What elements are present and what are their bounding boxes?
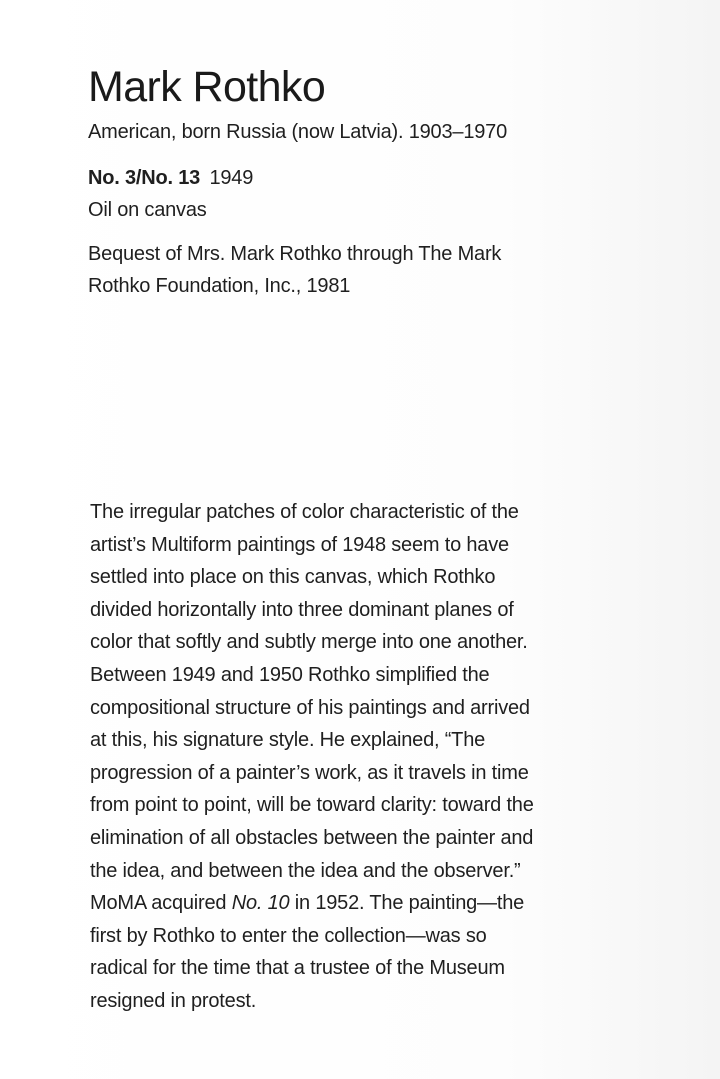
work-medium: Oil on canvas <box>88 199 207 221</box>
description-line: the idea, and between the idea and the observer.” <box>90 859 521 882</box>
work-year: 1949 <box>209 167 254 189</box>
artist-bio: American, born Russia (now Latvia). 1903–1970 <box>88 121 508 143</box>
description-line: artist’s Multiform paintings of 1948 seem to have <box>90 533 509 556</box>
description-line: at this, his signature style. He explained, “The <box>90 729 486 752</box>
credit-line-1: Bequest of Mrs. Mark Rothko through The Mark <box>88 243 502 265</box>
description-text <box>90 496 650 1018</box>
description-line: radical for the time that a trustee of the Museum <box>90 957 505 980</box>
description-line: The irregular patches of color characteristic of the <box>90 501 519 523</box>
description-line: elimination of all obstacles between the painter and <box>90 826 534 849</box>
description-line: first by Rothko to enter the collection—was so <box>90 924 487 947</box>
description-line: from point to point, will be toward clarity: toward the <box>90 794 534 817</box>
label-header <box>88 62 688 302</box>
work-title: No. 3/No. 13 <box>88 167 201 189</box>
description-line: divided horizontally into three dominant planes of <box>90 598 514 621</box>
credit-line-2: Rothko Foundation, Inc., 1981 <box>88 275 351 297</box>
description-line: Between 1949 and 1950 Rothko simplified the <box>90 663 490 686</box>
moma-text-before: MoMA acquired <box>90 892 232 915</box>
acquired-work-title: No. 10 <box>231 892 290 915</box>
description-line: compositional structure of his paintings and arrived <box>90 696 530 719</box>
description-line: resigned in protest. <box>90 989 257 1012</box>
moma-text-after: in 1952. The painting—the <box>289 892 525 915</box>
work-title-line <box>88 164 688 192</box>
description-line: settled into place on this canvas, which Rothko <box>90 566 496 589</box>
description-line: color that softly and subtly merge into one another. <box>90 631 528 654</box>
artist-name: Mark Rothko <box>88 63 326 111</box>
credit-line <box>88 238 608 302</box>
description-paragraph <box>90 496 650 1018</box>
description-line-moma <box>90 887 650 920</box>
description-line: progression of a painter’s work, as it travels in time <box>90 761 529 784</box>
